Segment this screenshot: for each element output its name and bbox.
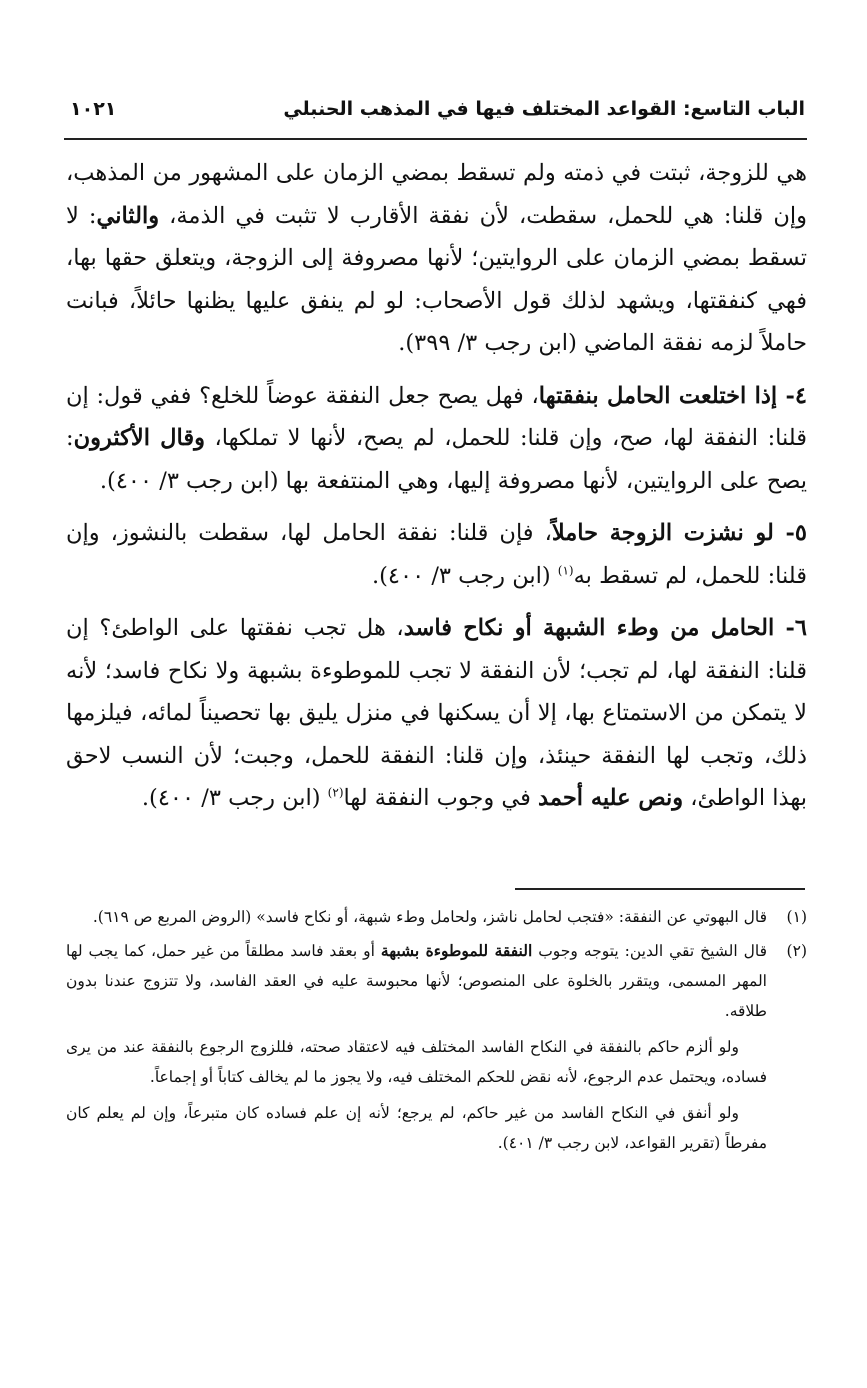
text-run: أو بعقد فاسد مطلقاً من غير حمل، كما يجب لها المهر المسمى، ويتقرر بالخلوة على المنصوص؛ لأنها محبوسة عليه في العقد الفاسد، ولا تتزوج عندنا بدون طلاقه. (66, 942, 767, 1020)
paragraph (66, 512, 807, 597)
footnote-number: (٢) (786, 942, 807, 960)
chapter-title: الباب التاسع: القواعد المختلف فيها في المذهب الحنبلي (283, 98, 805, 120)
header-divider (64, 138, 807, 140)
running-head (70, 98, 805, 120)
footnotes (66, 902, 807, 1162)
bold-term: ونص عليه أحمد (538, 785, 684, 811)
text-run: ، هل تجب نفقتها على الواطئ؟ إن قلنا: النفقة لها، لم تجب؛ لأن النفقة لا تجب للموطوءة بشبهة ولا نكاح فاسد؛ لأنه لا يتمكن من الاستمتاع بها، إلا أن يسكنها في منزل يليق بها تحصيناً لمائه، فيلزمها ذلك، وتجب لها النفقة حينئذ، وإن قلنا: النفقة للحمل، وجبت؛ لأن النسب لاحق بهذا الواطئ، (66, 615, 807, 811)
bold-term: النفقة للموطوءة بشبهة (380, 941, 533, 960)
bold-term: ٤- إذا اختلعت الحامل بنفقتها (538, 382, 807, 409)
footnote-ref: (١) (557, 563, 574, 577)
page-number: ١٠٢١ (70, 98, 117, 120)
text-run: قال البهوتي عن النفقة: «فتجب لحامل ناشز، ولحامل وطء شبهة، أو نكاح فاسد» (الروض المربع ص ٦١٩). (92, 908, 767, 926)
footnote-text (66, 902, 767, 932)
text-run: ، فإن قلنا: نفقة الحامل لها، سقطت بالنشوز، وإن قلنا: للحمل، لم تسقط به (66, 520, 807, 589)
footnote-text (66, 936, 767, 1026)
text-run: : لا تسقط بمضي الزمان على الروايتين؛ لأنها مصروفة إلى الزوجة، ويتعلق حقها بها، فهي كنفقتها، ويشهد لذلك قول الأصحاب: لو لم ينفق عليها يظنها حائلاً، فبانت حاملاً لزمه نفقة الماضي (ابن رجب ٣/ ٣٩٩). (66, 202, 807, 356)
footnote-2 (66, 936, 807, 1026)
text-run: ، فهل يصح جعل النفقة عوضاً للخلع؟ ففي قول: إن قلنا: النفقة لها، صح، وإن قلنا: للحمل، لم يصح، لأنها لا تملكها، (66, 382, 807, 451)
footnote-continuation: ولو ألزم حاكم بالنفقة في النكاح الفاسد المختلف فيه لاعتقاد صحته، فللزوج الرجوع بالنفقة عند من يرى فساده، ويحتمل عدم الرجوع، لأنه نقض للحكم المختلف فيه، ولا يجوز ما لم يخالف كتاباً أو إجماعاً. (66, 1038, 767, 1086)
text-run: (ابن رجب ٣/ ٤٠٠). (371, 562, 558, 589)
footnote-divider (515, 888, 805, 890)
bold-term: وقال الأكثرون (73, 425, 206, 451)
text-run: : يصح على الروايتين، لأنها مصروفة إليها، وهي المنتفعة بها (ابن رجب ٣/ ٤٠٠). (66, 425, 807, 494)
text-run: هي للزوجة، ثبتت في ذمته ولم تسقط بمضي الزمان على المشهور من المذهب، وإن قلنا: هي للحمل، سقطت، لأن نفقة الأقارب لا تثبت في الذمة، (66, 160, 807, 229)
bold-term: والثاني (96, 202, 160, 229)
paragraph (66, 375, 807, 503)
paragraph (66, 607, 807, 820)
bold-term: ٦- الحامل من وطء الشبهة أو نكاح فاسد (403, 615, 807, 641)
bold-term: ٥- لو نشزت الزوجة حاملاً (551, 520, 807, 546)
text-run: في وجوب النفقة لها (343, 785, 539, 811)
footnote-number: (١) (786, 908, 807, 926)
footnote-ref: (٢) (327, 785, 344, 800)
main-text (66, 152, 807, 830)
footnote-1 (66, 902, 807, 932)
text-run: (ابن رجب ٣/ ٤٠٠). (141, 785, 328, 811)
paragraph (66, 152, 807, 365)
text-run: قال الشيخ تقي الدين: يتوجه وجوب (532, 942, 767, 960)
footnote-continuation: ولو أنفق في النكاح الفاسد من غير حاكم، لم يرجع؛ لأنه إن علم فساده كان متبرعاً، وإن لم يعلم كان مفرطاً (تقرير القواعد، لابن رجب ٣/ ٤٠١). (66, 1104, 767, 1152)
